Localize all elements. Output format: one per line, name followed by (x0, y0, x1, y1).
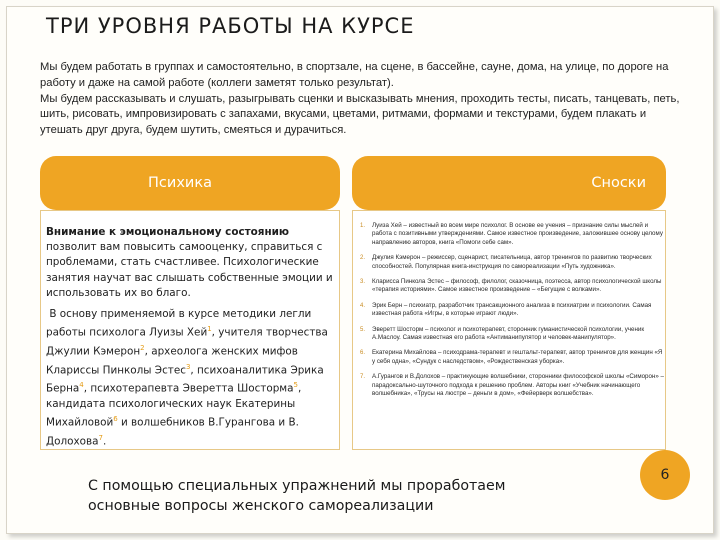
emphasis-text: Внимание к эмоциональному состоянию (46, 226, 290, 238)
paragraph-text: В основу применяемой в курсе методики легли работы психолога Луизы Хей (46, 308, 312, 339)
footnote-number: 6. (360, 350, 366, 357)
footnote-item (360, 222, 665, 247)
footnote-mark[interactable]: 3 (185, 362, 191, 371)
footnote-item (360, 326, 665, 343)
psychika-text (46, 225, 336, 449)
footnote-text: Эверетт Шосторм – психолог и психотерапевт, сторонник гуманистической психологии, ученик А.Маслоу. Самая известная его работа «Антиманипулятор и человек-манипулятор». (372, 325, 645, 342)
paragraph-text: , психотерапевта Эверетта Шосторма (83, 382, 294, 395)
footnote-text: Луиза Хей – известный во всем мире психолог. В основе ее учения – признание силы мыслей и работа с позитивными утверждениями. Самое известное произведение, заложившее основу целому направлению авторов, книга «Помоги себе сам». (372, 222, 663, 246)
paragraph-text: , археолога женских мифов Клариссы Пинколы Эстес (46, 345, 298, 377)
footnote-text: А.Гурангов и В.Долохов – практикующие волшебники, сторонники философской школы «Симорон» – парадоксально-шуточного подхода к решению проблем. Авторы книг «Учебник начинающего волшебника», «Трусы на люстре – деньги в дом», «Фейерверк волшебства». (372, 373, 664, 398)
paragraph-text: , кандидата психологических наук Екатерины Михайловой (46, 382, 302, 429)
footnote-mark[interactable]: 5 (293, 381, 298, 390)
tab-footnotes (352, 156, 666, 210)
footnote-number: 1. (360, 223, 366, 229)
footnote-item (360, 254, 665, 271)
footnote-number: 2. (360, 255, 366, 262)
paragraph-text: , учителя творчества Джулии Кэмерон (46, 326, 328, 358)
tab-psychika (40, 156, 340, 210)
footnote-text: Екатерина Михайлова – психодрама-терапевт и гештальт-терапевт, автор тренингов для женщин «Я у себя одна», «Сундук с наследством», «Рождественская уборка». (372, 349, 663, 365)
footnote-mark[interactable]: 1 (207, 325, 212, 334)
intro-text (40, 60, 680, 139)
psychika-paragraph-1 (46, 225, 336, 301)
footnote-item (360, 373, 665, 398)
footnote-mark[interactable]: 7 (98, 433, 103, 442)
footnote-text: Кларисса Пинкола Эстес – философ, филолог, сказочница, поэтесса, автор психологической школы «терапия историями». Самое известное произведение – «Бегущие с волками». (372, 278, 662, 294)
slide-title: ТРИ УРОВНЯ РАБОТЫ НА КУРСЕ (46, 14, 415, 38)
psychika-paragraph-2 (46, 307, 336, 449)
footnote-item (360, 278, 665, 295)
footnote-number: 7. (360, 374, 366, 381)
intro-paragraph-1: Мы будем работать в группах и самостоятельно, в спортзале, на сцене, в бассейне, сауне, дома, на улице, по дороге на работу и даже на самой работе (коллеги заметят только результат). (40, 61, 669, 89)
footnote-mark[interactable]: 2 (140, 343, 145, 352)
page-number: 6 (660, 467, 670, 483)
footnotes-list (360, 222, 665, 406)
footnote-item (360, 349, 665, 366)
paragraph-text: и волшебников В.Гурангова и В. Долохова (46, 416, 299, 448)
footnote-number: 3. (360, 279, 366, 286)
footnote-text: Эрик Берн – психиатр, разработчик трансакционного анализа в психиатрии и психологии. Самая известная работа «Игры, в которые играют люди». (372, 301, 652, 318)
footnote-number: 4. (360, 302, 366, 309)
footnote-number: 5. (360, 326, 366, 333)
paragraph-text: , психоаналитика Эрика Берна (46, 364, 324, 395)
paragraph-text: . (102, 435, 107, 448)
footer-text: С помощью специальных упражнений мы проработаем основные вопросы женского самореализации (88, 478, 506, 514)
footnote-mark[interactable]: 4 (79, 381, 84, 390)
tab-psychika-label: Психика (148, 175, 212, 191)
footnote-item (360, 302, 665, 319)
paragraph-text: позволит вам повысить самооценку, справиться с проблемами, стать счастливее. Психологические занятия научат вас слышать собственные эмоции и использовать их во благо. (46, 241, 333, 299)
footnote-mark[interactable]: 6 (113, 415, 118, 424)
tab-footnotes-label: Сноски (591, 175, 646, 191)
intro-paragraph-2: Мы будем рассказывать и слушать, разыгрывать сценки и высказывать мнения, проходить тесты, писать, танцевать, петь, шить, рисовать, импровизировать с запахами, вкусами, цветами, ритмами, формами и текстурами, будем плакать и утешать друг друга, будем шутить, смеяться и дурачиться. (40, 92, 680, 137)
footnote-text: Джулия Кэмерон – режиссер, сценарист, писательница, автор тренингов по развитию творческих способностей. Популярная книга-инструкция по самореализации «Путь художника». (372, 254, 652, 270)
page-number-badge (640, 450, 690, 500)
